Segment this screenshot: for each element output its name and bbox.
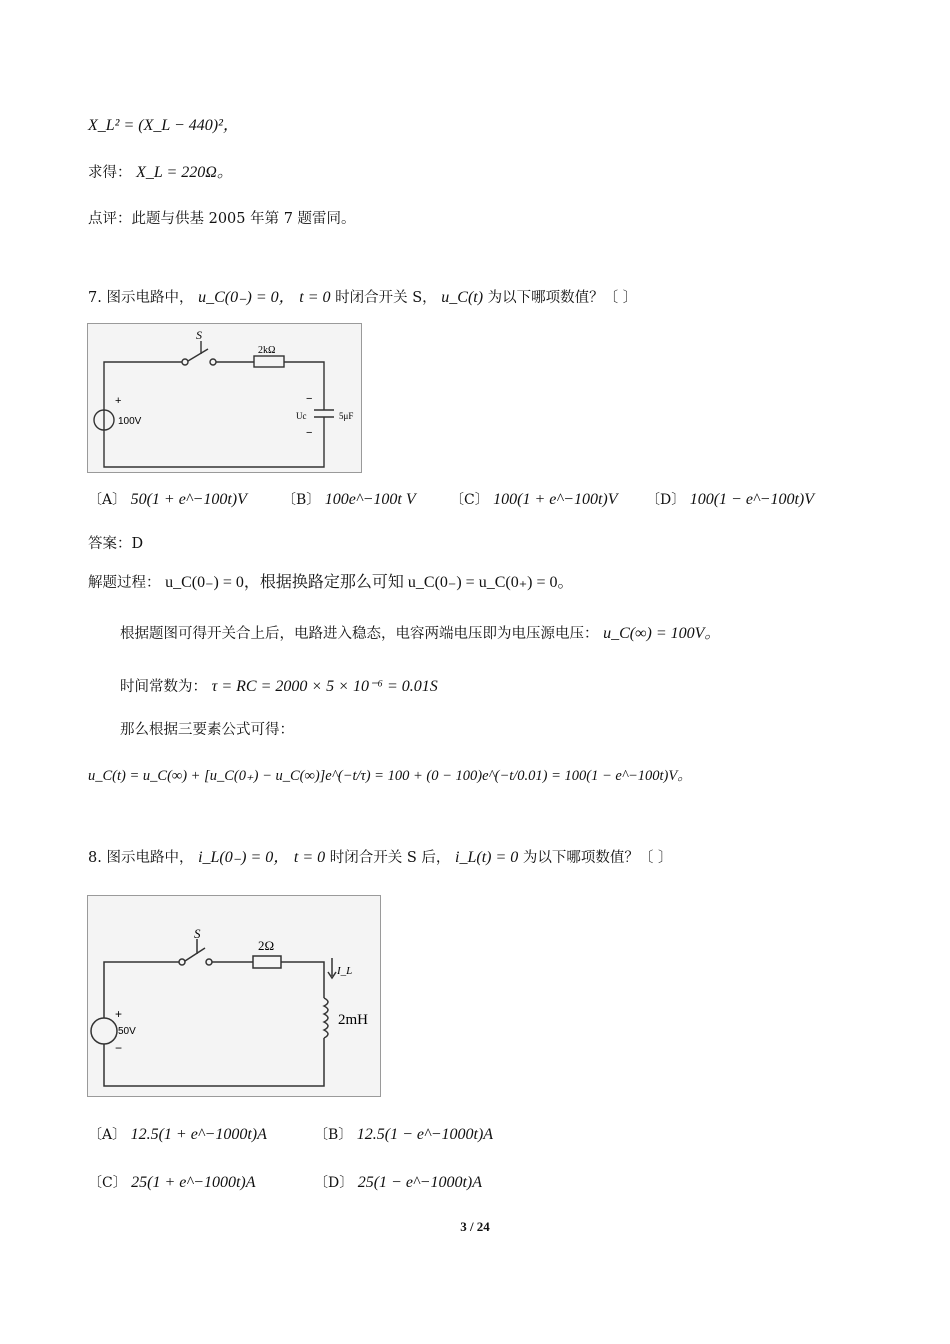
q8-stem-cond2: t = 0 — [293, 849, 326, 866]
equation-xl-squared: X_L² = (X_L − 440)²， — [88, 117, 239, 134]
q7-solution-5: u_C(t) = u_C(∞) + [u_C(0₊) − u_C(∞)]e^(−t/τ) = 100 + (0 − 100)e^(−t/0.01) = 100(1 − e^−100t)V。 — [88, 768, 692, 784]
q8-fig-inductor-label: 2mH — [338, 1012, 368, 1028]
q8-stem-prefix: 8. 图示电路中， — [88, 850, 194, 866]
svg-text:−: − — [306, 427, 313, 439]
q7-solution-label: 解题过程： — [88, 575, 161, 591]
q8-fig-resistor-label: 2Ω — [258, 938, 275, 953]
q7-option-d-value: 100(1 − e^−100t)V — [689, 491, 815, 508]
q7-fig-resistor-label: 2kΩ — [258, 345, 276, 356]
q8-option-c[interactable] — [88, 1172, 256, 1192]
q8-stem-mid: 时闭合开关 S 后， — [329, 850, 451, 866]
q8-option-c-key: 〔C〕 — [88, 1175, 127, 1191]
q8-fig-source-label: 50V — [118, 1026, 136, 1037]
svg-text:+: + — [115, 1007, 123, 1021]
q7-solution-4: 那么根据三要素公式可得： — [120, 722, 294, 738]
q7-option-b-value: 100e^−100t V — [324, 491, 416, 508]
q8-option-b[interactable] — [314, 1124, 493, 1144]
q8-stem-suffix: 为以下哪项数值？〔 〕 — [522, 850, 673, 866]
q7-stem — [88, 288, 637, 308]
q7-stem-var: u_C(t) — [441, 289, 484, 306]
q7-option-c[interactable] — [450, 489, 618, 509]
q8-option-b-key: 〔B〕 — [314, 1127, 353, 1143]
q7-solution-1 — [88, 573, 574, 593]
q7-fig-cap-label: 5μF — [339, 411, 354, 421]
svg-text:+: + — [115, 395, 122, 407]
result-value: X_L = 220Ω。 — [136, 164, 233, 181]
q7-stem-cond1: u_C(0₋) = 0， — [198, 289, 295, 306]
q7-option-a-value: 50(1 + e^−100t)V — [130, 491, 247, 508]
q7-solution-3 — [120, 677, 438, 697]
q8-stem-cond1: i_L(0₋) = 0， — [198, 849, 290, 866]
q8-fig-switch-label: S — [194, 926, 201, 941]
q7-fig-switch-label: S — [196, 328, 202, 342]
q7-option-c-value: 100(1 + e^−100t)V — [493, 491, 618, 508]
q7-option-b-key: 〔B〕 — [282, 492, 321, 508]
q8-option-d-value: 25(1 − e^−1000t)A — [357, 1174, 483, 1191]
q7-solution-2 — [120, 624, 720, 644]
q8-option-a-value: 12.5(1 + e^−1000t)A — [130, 1126, 267, 1143]
q7-sol2-eq: u_C(∞) = 100V。 — [603, 625, 721, 642]
q7-option-a-key: 〔A〕 — [88, 492, 127, 508]
q7-option-d[interactable] — [646, 489, 814, 509]
q7-sol1: u_C(0₋) = 0，根据换路定那么可知 u_C(0₋) = u_C(0₊) = 0。 — [165, 574, 574, 591]
q8-stem-var: i_L(t) = 0 — [455, 849, 519, 866]
q7-circuit-figure — [87, 323, 362, 473]
q7-option-b[interactable] — [282, 489, 416, 509]
q7-option-d-key: 〔D〕 — [646, 492, 686, 508]
svg-text:−: − — [306, 393, 313, 405]
result-label: 求得： — [88, 165, 132, 181]
q7-sol3-eq: τ = RC = 2000 × 5 × 10⁻⁶ = 0.01S — [211, 678, 438, 695]
q8-option-d-key: 〔D〕 — [314, 1175, 354, 1191]
q8-option-a[interactable] — [88, 1124, 267, 1144]
q8-fig-current-label: I_L — [337, 965, 353, 977]
q8-option-d[interactable] — [314, 1172, 482, 1192]
q7-stem-mid: 时闭合开关 S， — [335, 290, 437, 306]
svg-text:−: − — [115, 1041, 123, 1055]
q8-stem — [88, 848, 673, 868]
q7-fig-source-label: 100V — [118, 416, 142, 427]
q7-sol3-text: 时间常数为： — [120, 679, 207, 695]
q7-option-c-key: 〔C〕 — [450, 492, 489, 508]
comment-line: 点评：此题与供基 2005 年第 7 题雷同。 — [88, 211, 356, 227]
q8-circuit-figure — [87, 895, 381, 1097]
q8-option-b-value: 12.5(1 − e^−1000t)A — [356, 1126, 494, 1143]
q7-option-a[interactable] — [88, 489, 247, 509]
q7-answer: 答案：D — [88, 536, 144, 552]
q7-sol2-text: 根据题图可得开关合上后，电路进入稳态，电容两端电压即为电压源电压： — [120, 626, 599, 642]
page-number: 3 / 24 — [460, 1219, 490, 1234]
q8-option-a-key: 〔A〕 — [88, 1127, 127, 1143]
q7-stem-cond2: t = 0 — [299, 289, 331, 306]
q7-stem-prefix: 7. 图示电路中， — [88, 290, 194, 306]
q8-option-c-value: 25(1 + e^−1000t)A — [131, 1174, 256, 1191]
q7-stem-suffix: 为以下哪项数值？〔 〕 — [487, 290, 638, 306]
result-line — [88, 163, 233, 183]
q7-fig-uc-label: Uc — [296, 411, 307, 421]
